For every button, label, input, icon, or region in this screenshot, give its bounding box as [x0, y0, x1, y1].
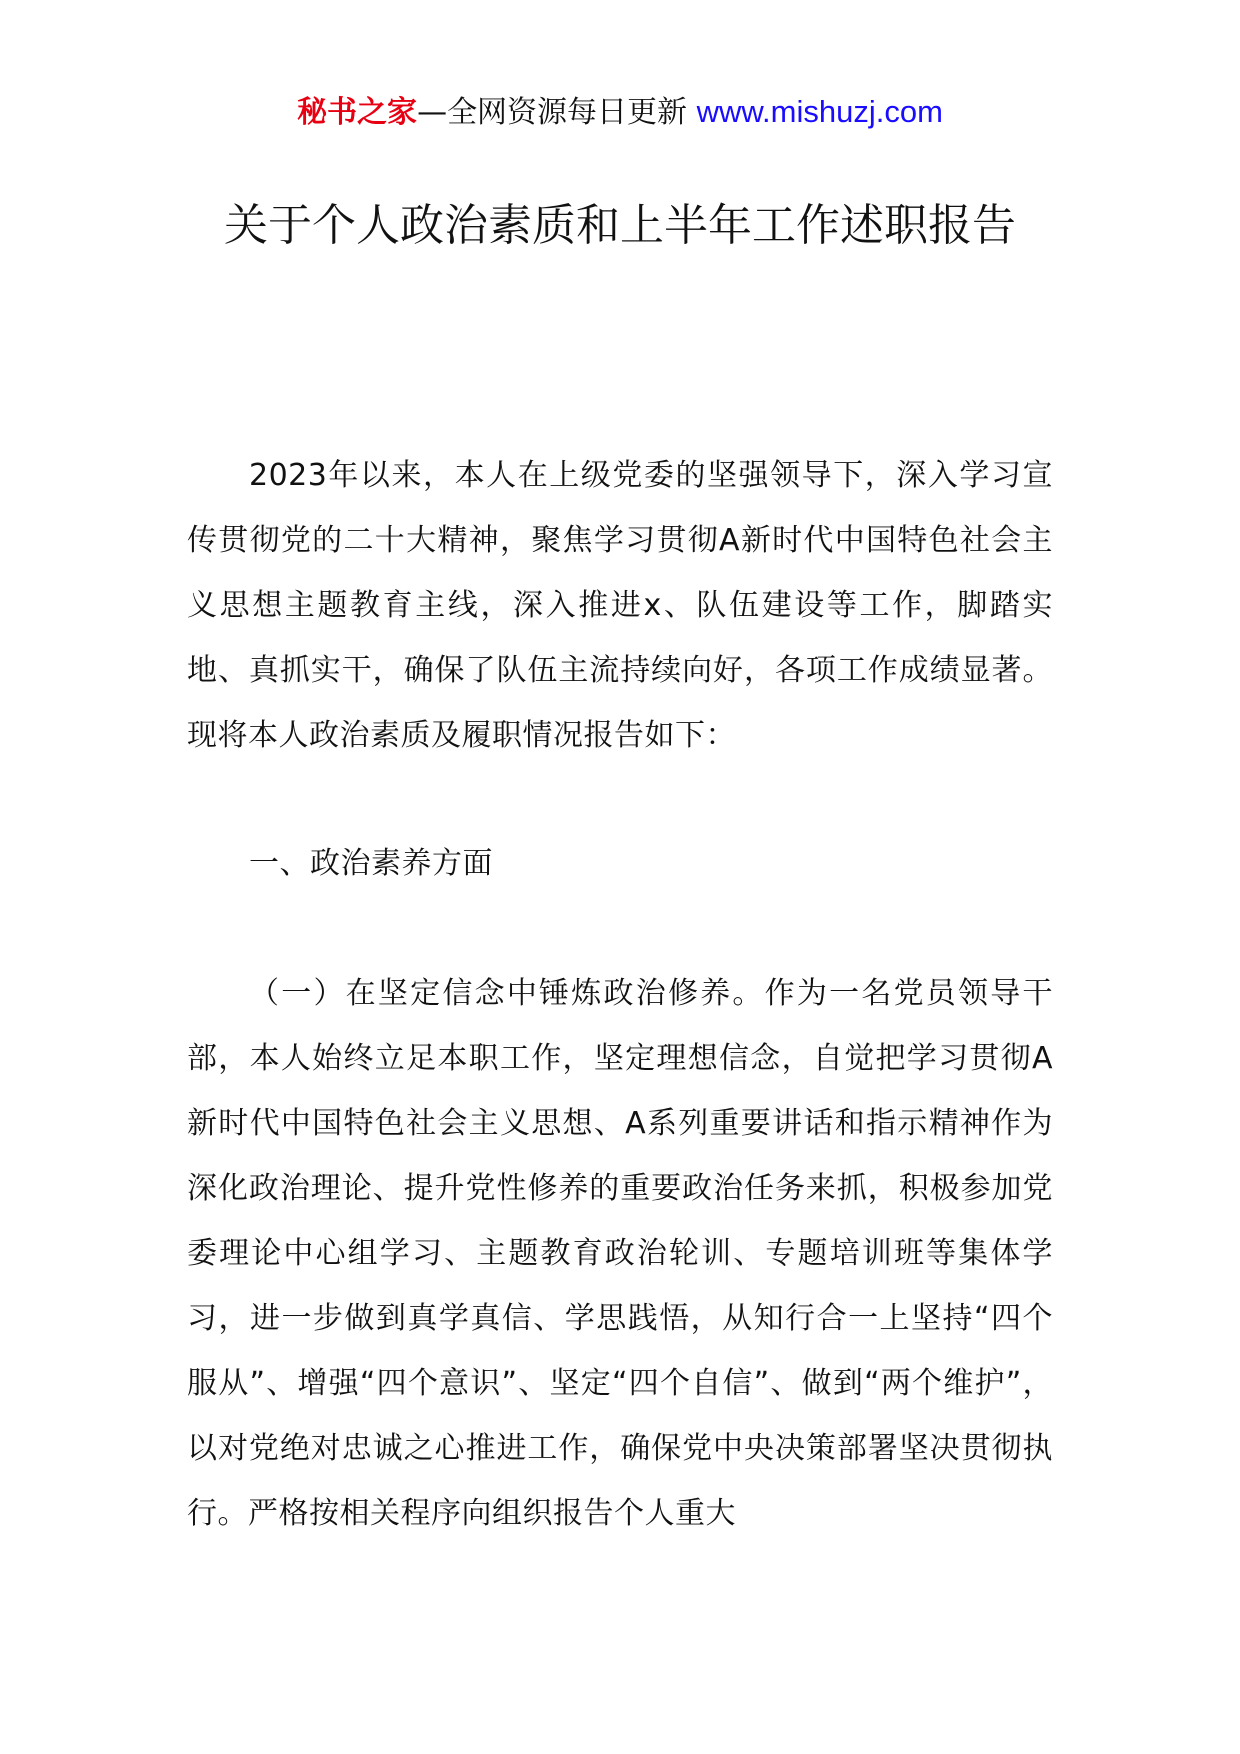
header-tagline: —全网资源每日更新: [417, 95, 688, 130]
intro-paragraph: 2023年以来，本人在上级党委的坚强领导下，深入学习宣传贯彻党的二十大精神，聚焦学习贯彻A新时代中国特色社会主义思想主题教育主线，深入推进x、队伍建设等工作，脚踏实地、真抓实干，确保了队伍主流持续向好，各项工作成绩显著。现将本人政治素质及履职情况报告如下：: [187, 458, 1053, 753]
brand-name: 秘书之家: [297, 95, 418, 130]
paragraph-1: （一）在坚定信念中锤炼政治修养。作为一名党员领导干部，本人始终立足本职工作，坚定理想信念，自觉把学习贯彻A新时代中国特色社会主义思想、A系列重要讲话和指示精神作为深化政治理论、提升党性修养的重要政治任务来抓，积极参加党委理论中心组学习、主题教育政治轮训、专题培训班等集体学习，进一步做到真学真信、学思践悟，从知行合一上坚持“四个服从”、增强“四个意识”、坚定“四个自信”、做到“两个维护”，以对党绝对忠诚之心推进工作，确保党中央决策部署坚决贯彻执行。严格按相关程序向组织报告个人重大: [187, 976, 1053, 1531]
document-title: 关于个人政治素质和上半年工作述职报告: [224, 200, 1016, 251]
section-heading: 一、政治素养方面: [249, 846, 493, 881]
site-url-link[interactable]: www.mishuzj.com: [696, 94, 943, 129]
site-header: [0, 92, 1240, 133]
